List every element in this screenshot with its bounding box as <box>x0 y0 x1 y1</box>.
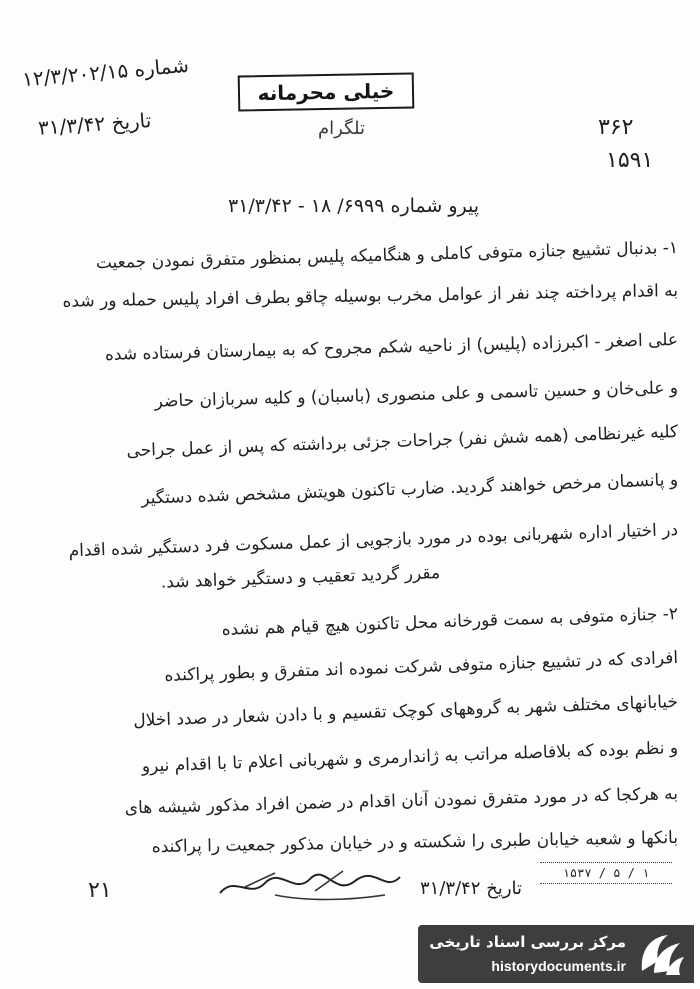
recipient-label: تلگرام <box>318 118 365 139</box>
body-line-13: به هرکجا که در مورد متفرق نمودن آنان اقدام در ضمن افراد مذکور شیشه های <box>124 784 679 819</box>
letter-number: شماره ۱۲/۳/۲۰۲/۱۵ <box>21 52 190 92</box>
body-line-12: و نظم بوده که بلافاصله مراتب به ژاندارمری و شهربانی اعلام تا با اقدام نیرو <box>141 738 679 777</box>
body-line-1: ۱- بدنبال تشییع جنازه متوفی کاملی و هنگامیکه پلیس بمنظور متفرق نمودن جمعیت <box>95 238 679 274</box>
signature-scribble <box>215 865 405 905</box>
body-line-14: بانکها و شعبه خیابان طبری را شکسته و در خیابان مذکور جمعیت را پراکنده <box>151 828 679 858</box>
body-line-3: علی اصغر - اکبرزاده (پلیس) از ناحیه شکم مجروح که به بیمارستان فرستاده شده <box>104 330 679 366</box>
reference-number: ۳۶۲ <box>598 115 634 140</box>
body-line-4: و علی‌خان و حسین تاسمی و علی منصوری (باسبان) و کلیه سربازان حاضر <box>154 378 679 412</box>
body-line-2: به اقدام پرداخته چند نفر از عوامل مخرب بوسیله چاقو بطرف افراد پلیس حمله ور شده <box>62 281 679 312</box>
closing-date: تاریخ ۳۱/۳/۴۲ <box>420 878 523 899</box>
body-line-8: مقرر گردید تعقیب و دستگیر خواهد شد. <box>160 563 441 593</box>
body-line-6: و پانسمان مرخص خواهند گردید. ضارب تاکنون هویتش مشخص شده دستگیر <box>140 470 679 509</box>
body-line-5: کلیه غیرنظامی (همه شش نفر) جراحات جزئی برداشته که پس از عمل جراحی <box>126 422 679 462</box>
archive-reference: ۱۵۳۷ / ۵ / ۱ <box>540 862 672 884</box>
archive-logo-icon <box>636 931 686 977</box>
page-number: ۲۱ <box>88 878 112 903</box>
body-line-9: ۲- جنازه متوفی به سمت قورخانه محل تاکنون هیچ قیام هم نشده <box>221 604 679 640</box>
watermark-banner <box>418 925 694 983</box>
watermark-url: historydocuments.ir <box>491 958 626 974</box>
body-line-7: در اختیار اداره شهربانی بوده در مورد بازجویی از عمل مسکوت فرد دستگیر شده اقدام <box>68 520 679 562</box>
reference-secondary: ۱۵۹۱ <box>606 148 654 173</box>
classification-text: خیلی محرمانه <box>257 78 395 106</box>
letter-date: تاریخ ۳۱/۳/۴۲ <box>37 108 153 140</box>
body-line-11: خیابانهای مختلف شهر به گروههای کوچک تقسیم و با دادن شعار در صدد اخلال <box>132 692 679 732</box>
classification-stamp <box>238 72 415 111</box>
subject-line: پیرو شماره ۶۹۹۹/ ۱۸ - ۳۱/۳/۴۲ <box>228 195 480 217</box>
body-line-10: افرادی که در تشییع جنازه متوفی شرکت نموده اند متفرق و بطور پراکنده <box>164 648 679 686</box>
watermark-title: مرکز بررسی اسناد تاریخی <box>429 933 626 951</box>
